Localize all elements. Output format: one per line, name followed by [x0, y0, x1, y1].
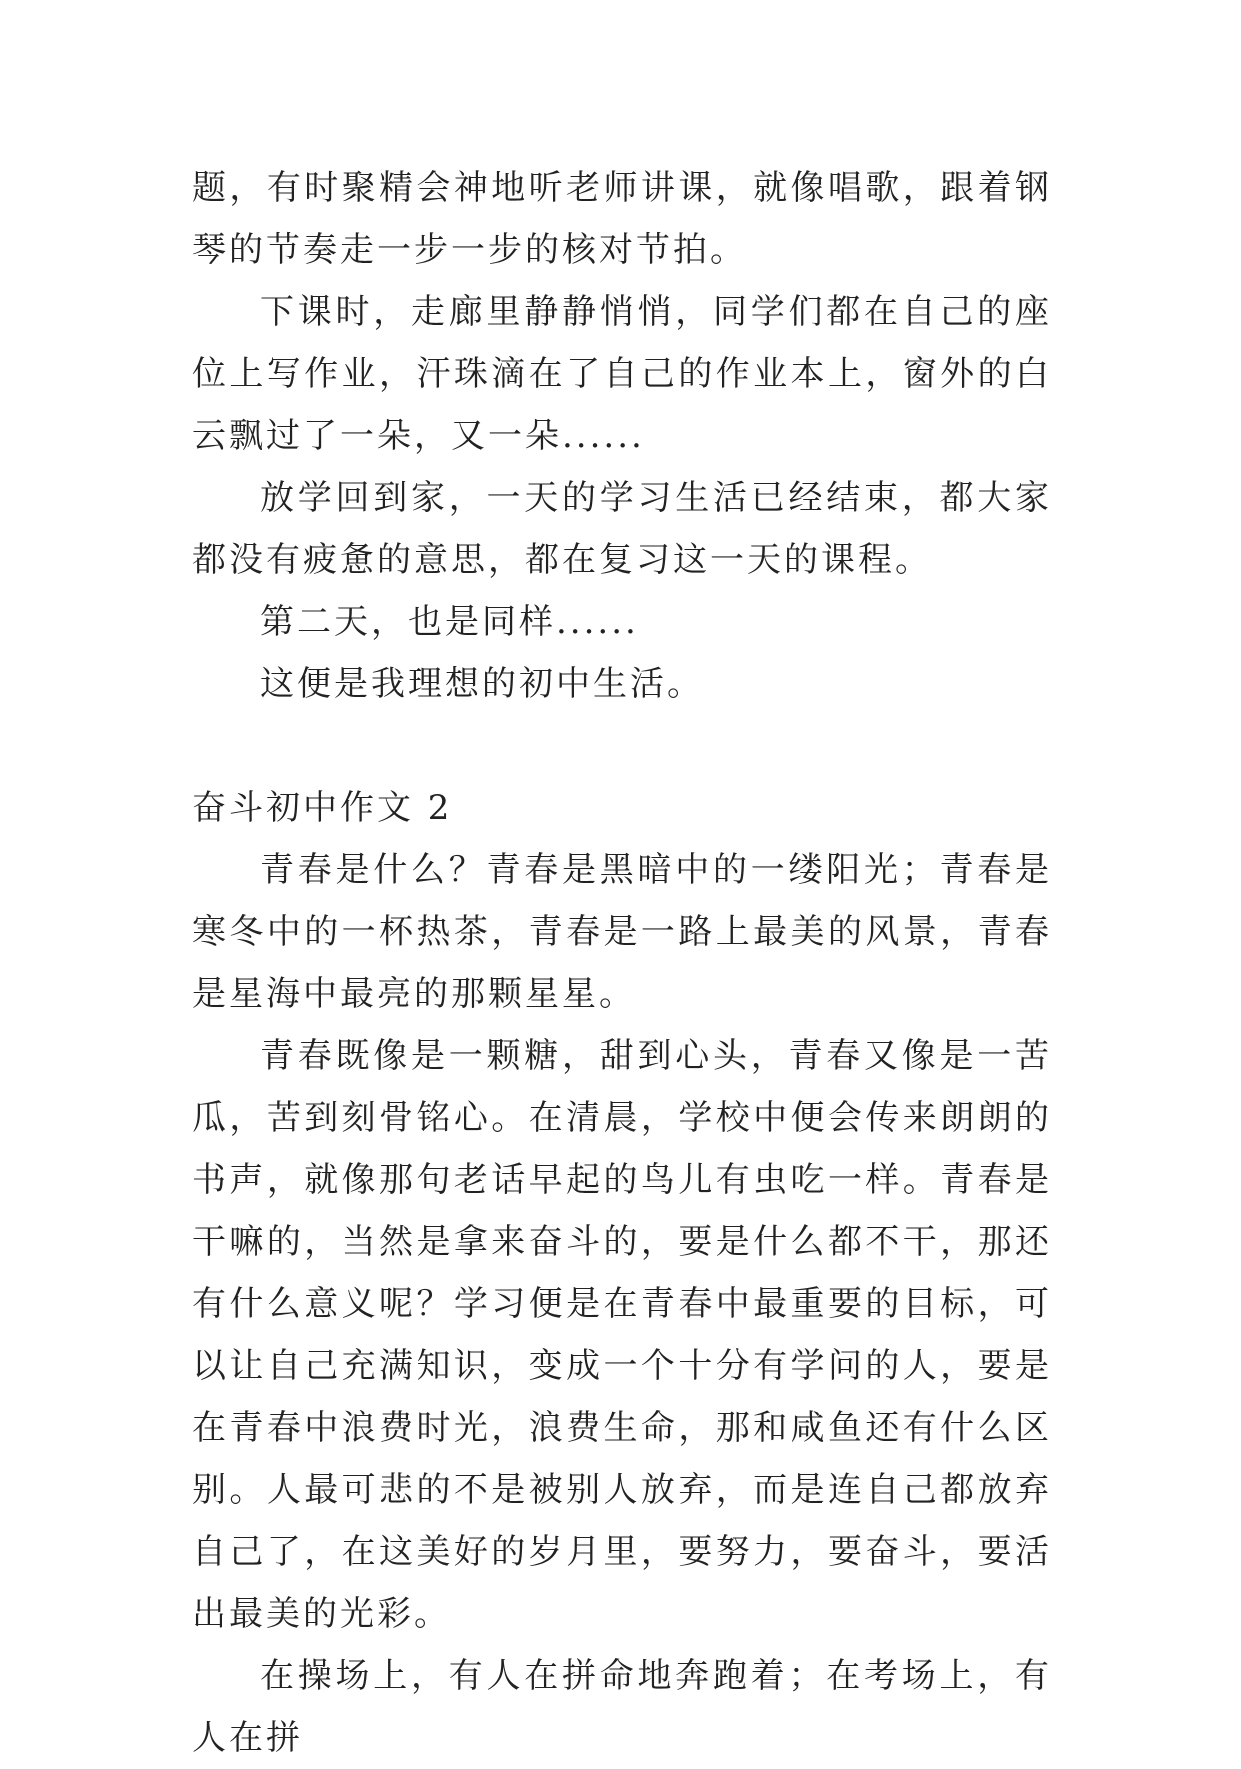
paragraph: 题，有时聚精会神地听老师讲课，就像唱歌，跟着钢琴的节奏走一步一步的核对节拍。 [192, 168, 1052, 270]
paragraph: 青春既像是一颗糖，甜到心头，青春又像是一苦瓜，苦到刻骨铭心。在清晨，学校中便会传来朗朗的书声，就像那句老话早起的鸟儿有虫吃一样。青春是干嘛的，当然是拿来奋斗的，要是什么都不干，那还有什么意义呢？学习便是在青春中最重要的目标，可以让自己充满知识，变成一个十分有学问的人，要是在青春中浪费时光，浪费生命，那和咸鱼还有什么区别。人最可悲的不是被别人放弃，而是连自己都放弃自己了，在这美好的岁月里，要努力，要奋斗，要活出最美的光彩。 [192, 1036, 1052, 1634]
paragraph: 青春是什么？青春是黑暗中的一缕阳光；青春是寒冬中的一杯热茶，青春是一路上最美的风景，青春是星海中最亮的那颗星星。 [192, 850, 1052, 1014]
paragraph: 放学回到家，一天的学习生活已经结束，都大家都没有疲惫的意思，都在复习这一天的课程。 [192, 478, 1052, 580]
paragraph: 在操场上，有人在拼命地奔跑着；在考场上，有人在拼 [192, 1656, 1052, 1758]
paragraph: 这便是我理想的初中生活。 [260, 664, 704, 704]
paragraph: 第二天，也是同样...... [260, 602, 639, 642]
section-title: 奋斗初中作文 2 [192, 788, 453, 828]
paragraph: 下课时，走廊里静静悄悄，同学们都在自己的座位上写作业，汗珠滴在了自己的作业本上，窗外的白云飘过了一朵，又一朵...... [192, 292, 1052, 456]
document-body [192, 157, 1052, 1769]
section-gap [192, 715, 1052, 777]
